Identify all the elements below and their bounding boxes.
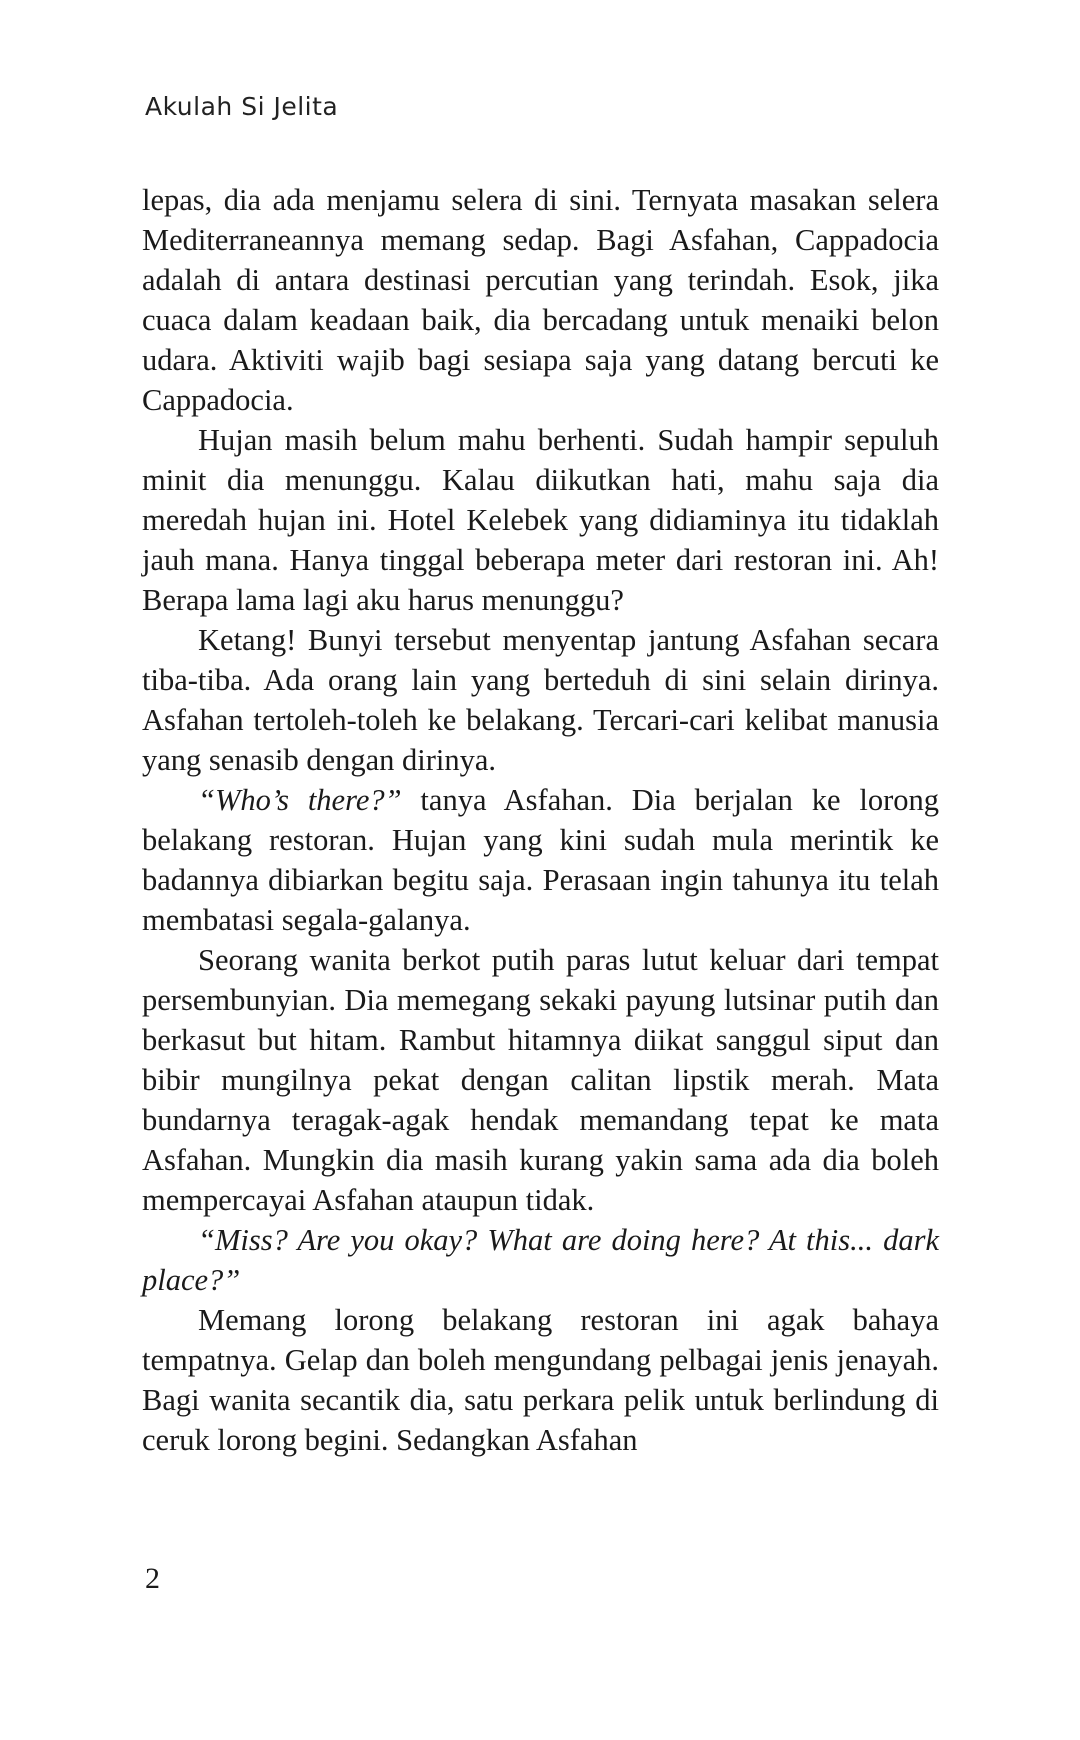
paragraph-6 [142, 1220, 939, 1300]
quote-whos-there: “Who’s there?” [198, 783, 402, 817]
paragraph-2: Hujan masih belum mahu berhenti. Sudah hampir sepuluh minit dia menunggu. Kalau diikutkan hati, mahu saja dia meredah hujan ini. Hotel Kelebek yang didiaminya itu tidaklah jauh mana. Hanya tinggal beberapa meter dari restoran ini. Ah! Berapa lama lagi aku harus menunggu? [142, 423, 939, 617]
page-number: 2 [145, 1562, 160, 1595]
paragraph-7: Memang lorong belakang restoran ini agak bahaya tempatnya. Gelap dan boleh mengundang pelbagai jenis jenayah. Bagi wanita secantik dia, satu perkara pelik untuk berlindung di ceruk lorong begini. Sedangkan Asfahan [142, 1303, 939, 1457]
paragraph-5: Seorang wanita berkot putih paras lutut keluar dari tempat persembunyian. Dia memegang sekaki payung lutsinar putih dan berkasut but hitam. Rambut hitamnya diikat sanggul siput dan bibir mungilnya pekat dengan calitan lipstik merah. Mata bundarnya teragak-agak hendak memandang tepat ke mata Asfahan. Mungkin dia masih kurang yakin sama ada dia boleh mempercayai Asfahan ataupun tidak. [142, 943, 939, 1217]
quote-miss-are-you-okay: “Miss? Are you okay? What are doing here? At this... dark place?” [142, 1223, 939, 1297]
paragraph-4-text: tanya Asfahan. Dia berjalan ke lorong belakang restoran. Hujan yang kini sudah mula merintik ke badannya dibiarkan begitu saja. Perasaan ingin tahunya itu telah membatasi segala-galanya. [142, 783, 939, 937]
paragraph-1: lepas, dia ada menjamu selera di sini. Ternyata masakan selera Mediterraneannya memang sedap. Bagi Asfahan, Cappadocia adalah di antara destinasi percutian yang terindah. Esok, jika cuaca dalam keadaan baik, dia bercadang untuk menaiki belon udara. Aktiviti wajib bagi sesiapa saja yang datang bercuti ke Cappadocia. [142, 183, 939, 417]
paragraph-3: Ketang! Bunyi tersebut menyentap jantung Asfahan secara tiba-tiba. Ada orang lain yang berteduh di sini selain dirinya. Asfahan tertoleh-toleh ke belakang. Tercari-cari kelibat manusia yang senasib dengan dirinya. [142, 623, 939, 777]
paragraph-4 [142, 780, 939, 940]
body-text [142, 180, 939, 1460]
running-header-title: Akulah Si Jelita [145, 92, 339, 121]
